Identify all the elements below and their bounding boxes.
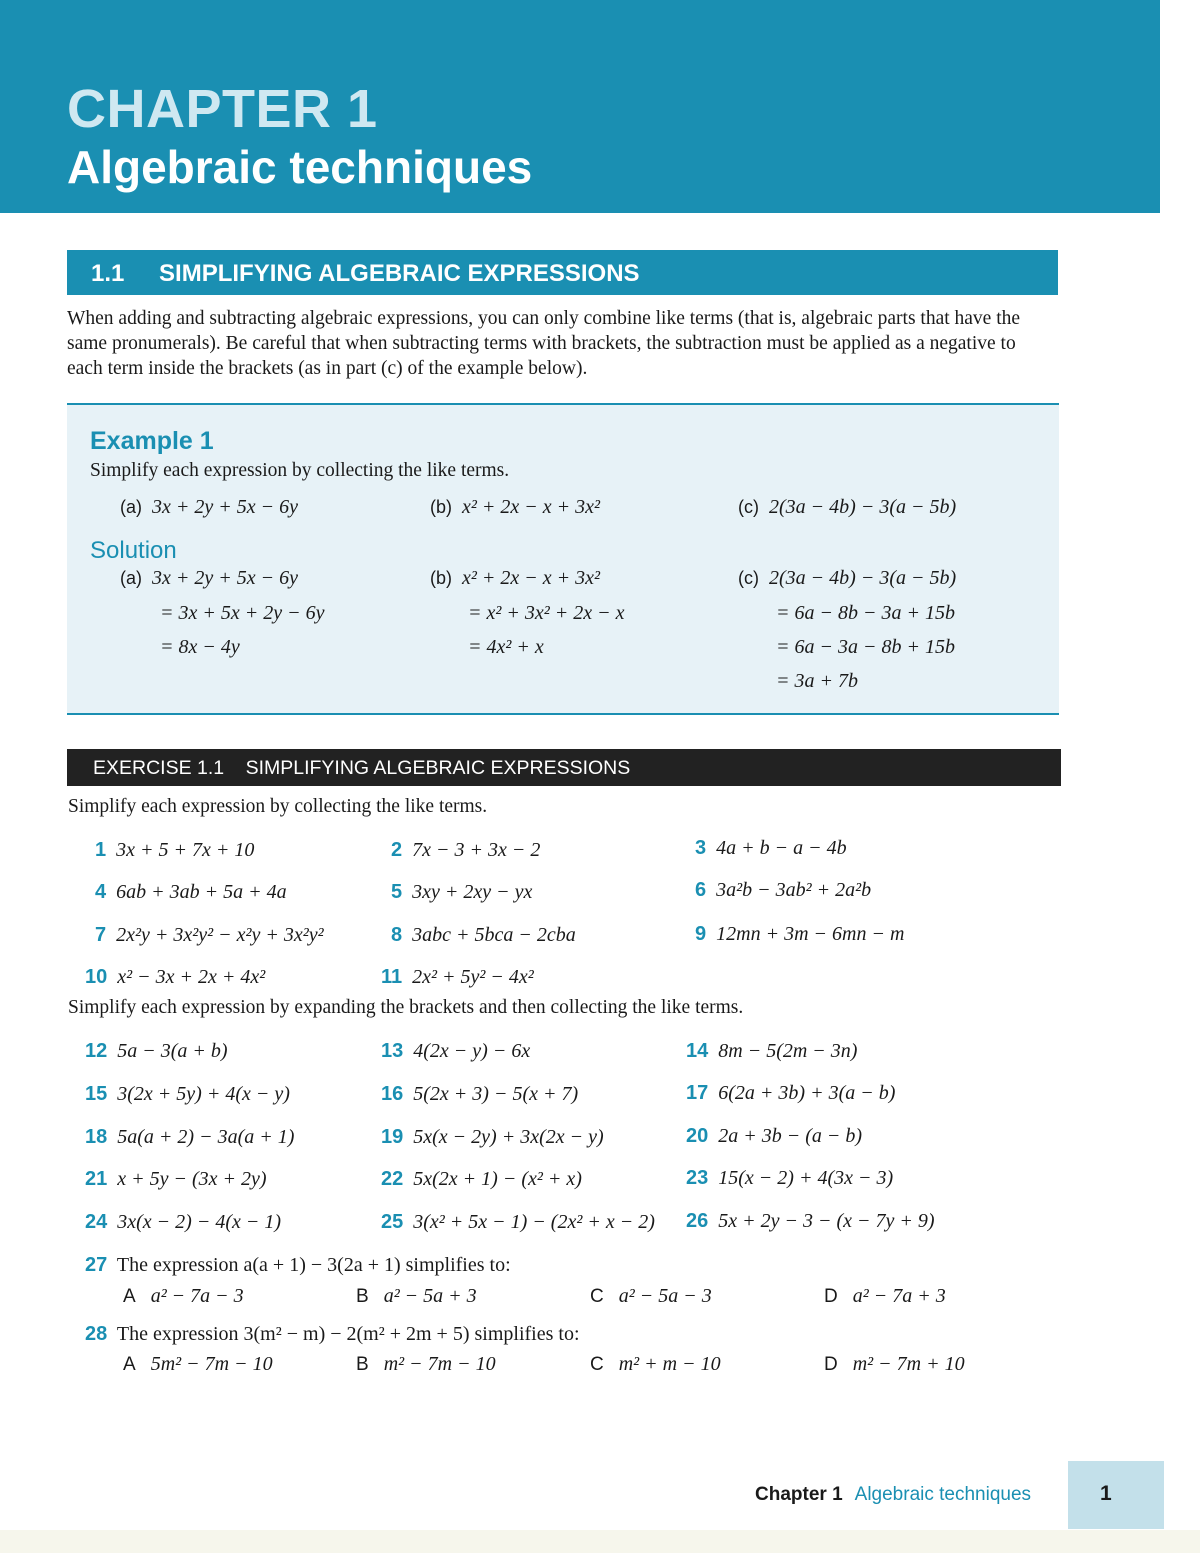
question-expr: 5x(x − 2y) + 3x(2x − y) [413, 1126, 604, 1148]
question-number: 18 [85, 1126, 108, 1148]
solution-b-line-3: = 4x² + x [468, 636, 544, 658]
solution-a-line-3: = 8x − 4y [160, 636, 240, 658]
question-28-option-d [824, 1353, 965, 1376]
exercise-label: EXERCISE 1.1 [93, 757, 225, 779]
question-expr: 7x − 3 + 3x − 2 [412, 839, 541, 861]
question-expr: 2x²y + 3x²y² − x²y + 3x²y² [116, 924, 324, 946]
question-2 [391, 839, 540, 862]
question-expr: 3a²b − 3ab² + 2a²b [716, 879, 872, 901]
question-18 [85, 1126, 294, 1149]
example-instruction: Simplify each expression by collecting the like terms. [90, 460, 510, 481]
question-number: 24 [85, 1211, 108, 1233]
question-28-option-c [590, 1353, 721, 1376]
option-letter: B [356, 1286, 369, 1307]
exercise-instruction-2: Simplify each expression by expanding the brackets and then collecting the like terms. [68, 997, 744, 1018]
question-expr: 6ab + 3ab + 5a + 4a [116, 881, 287, 903]
question-expr: 2a + 3b − (a − b) [718, 1125, 863, 1147]
question-7 [95, 924, 324, 947]
solution-c-line-1 [738, 567, 956, 590]
question-4 [95, 881, 287, 904]
solution-expr: 3x + 2y + 5x − 6y [152, 567, 298, 589]
question-expr: 3x(x − 2) − 4(x − 1) [117, 1211, 282, 1233]
option-letter: D [824, 1286, 838, 1307]
question-5 [391, 881, 532, 904]
part-label: (b) [430, 497, 452, 517]
solution-b-line-2: = x² + 3x² + 2x − x [468, 602, 625, 624]
solution-a-line-2: = 3x + 5x + 2y − 6y [160, 602, 325, 624]
question-number: 6 [695, 879, 707, 901]
part-label: (c) [738, 568, 759, 588]
part-label: (b) [430, 568, 452, 588]
part-expr: x² + 2x − x + 3x² [462, 496, 600, 518]
question-number: 9 [695, 923, 707, 945]
intro-paragraph: When adding and subtracting algebraic expressions, you can only combine like terms (that is, algebraic parts that have the same pronumerals). Be careful that when subtracting terms with brackets, the subtraction must be applied as a negative to each term inside the brackets (as in part (c) of the example below). [67, 308, 1021, 379]
question-expr: 4a + b − a − 4b [716, 837, 847, 859]
option-value: m² + m − 10 [618, 1353, 721, 1375]
question-number: 13 [381, 1040, 404, 1062]
example-part-c [738, 496, 956, 519]
page-bottom-edge [0, 1530, 1200, 1553]
page-number-tab [1068, 1461, 1164, 1529]
question-number: 11 [381, 966, 403, 988]
solution-heading: Solution [90, 537, 177, 564]
question-number: 8 [391, 924, 403, 946]
question-expr: 5a − 3(a + b) [117, 1040, 228, 1062]
question-number: 26 [686, 1210, 709, 1232]
question-number: 4 [95, 881, 107, 903]
question-number: 22 [381, 1168, 404, 1190]
footer-chapter: Chapter 1 [755, 1484, 843, 1505]
question-12 [85, 1040, 228, 1063]
question-expr: 5x(2x + 1) − (x² + x) [413, 1168, 582, 1190]
question-1 [95, 839, 254, 862]
question-number: 5 [391, 881, 403, 903]
question-expr: 5(2x + 3) − 5(x + 7) [413, 1083, 579, 1105]
question-6 [695, 879, 871, 902]
question-number: 27 [85, 1254, 108, 1276]
question-expr: x² − 3x + 2x + 4x² [117, 966, 266, 988]
question-23 [686, 1167, 893, 1190]
option-letter: C [590, 1286, 604, 1307]
question-number: 25 [381, 1211, 404, 1233]
question-expr: 12mn + 3m − 6mn − m [716, 923, 905, 945]
question-expr: 3xy + 2xy − yx [412, 881, 533, 903]
question-26 [686, 1210, 935, 1233]
question-24 [85, 1211, 281, 1234]
question-number: 3 [695, 837, 707, 859]
option-value: 5m² − 7m − 10 [150, 1353, 273, 1375]
question-number: 12 [85, 1040, 108, 1062]
question-stem: The expression 3(m² − m) − 2(m² + 2m + 5) simplifies to: [116, 1323, 580, 1345]
question-22 [381, 1168, 582, 1191]
question-14 [686, 1040, 857, 1063]
question-11 [381, 966, 534, 989]
question-16 [381, 1083, 578, 1106]
question-expr: 15(x − 2) + 4(3x − 3) [718, 1167, 894, 1189]
part-expr: 2(3a − 4b) − 3(a − 5b) [769, 496, 957, 518]
question-27-option-c [590, 1285, 712, 1308]
question-28-stem [85, 1323, 580, 1346]
question-number: 21 [85, 1168, 108, 1190]
question-expr: 4(2x − y) − 6x [413, 1040, 531, 1062]
example-box [67, 403, 1059, 715]
question-number: 28 [85, 1323, 108, 1345]
solution-c-line-2: = 6a − 8b − 3a + 15b [776, 602, 955, 624]
page-number: 1 [1100, 1482, 1112, 1505]
question-number: 7 [95, 924, 107, 946]
question-27-option-b [356, 1285, 477, 1308]
footer-title: Algebraic techniques [854, 1484, 1032, 1505]
example-heading: Example 1 [90, 427, 214, 455]
question-27-option-d [824, 1285, 946, 1308]
question-expr: 3(x² + 5x − 1) − (2x² + x − 2) [413, 1211, 655, 1233]
question-number: 23 [686, 1167, 709, 1189]
chapter-title: Algebraic techniques [67, 141, 533, 193]
section-title: SIMPLIFYING ALGEBRAIC EXPRESSIONS [159, 260, 640, 287]
solution-c-line-3: = 6a − 3a − 8b + 15b [776, 636, 955, 658]
question-number: 15 [85, 1083, 108, 1105]
question-8 [391, 924, 576, 947]
part-label: (a) [120, 497, 142, 517]
question-28-option-b [356, 1353, 496, 1376]
question-25 [381, 1211, 655, 1234]
option-value: a² − 5a − 3 [618, 1285, 712, 1307]
part-label: (c) [738, 497, 759, 517]
question-9 [695, 923, 904, 946]
question-19 [381, 1126, 604, 1149]
part-expr: 3x + 2y + 5x − 6y [152, 496, 298, 518]
question-13 [381, 1040, 530, 1063]
chapter-label: CHAPTER 1 [67, 79, 378, 139]
question-expr: 3(2x + 5y) + 4(x − y) [117, 1083, 290, 1105]
exercise-title: SIMPLIFYING ALGEBRAIC EXPRESSIONS [245, 757, 631, 779]
option-letter: D [824, 1354, 838, 1375]
example-part-a [120, 496, 298, 519]
option-value: m² − 7m − 10 [383, 1353, 496, 1375]
question-expr: 3x + 5 + 7x + 10 [116, 839, 255, 861]
question-expr: 5x + 2y − 3 − (x − 7y + 9) [718, 1210, 935, 1232]
question-stem: The expression a(a + 1) − 3(2a + 1) simplifies to: [116, 1254, 511, 1276]
option-letter: B [356, 1354, 369, 1375]
solution-c-line-4: = 3a + 7b [776, 670, 858, 692]
question-number: 16 [381, 1083, 404, 1105]
question-expr: 5a(a + 2) − 3a(a + 1) [117, 1126, 295, 1148]
question-15 [85, 1083, 290, 1106]
option-value: a² − 5a + 3 [383, 1285, 477, 1307]
question-27-stem [85, 1254, 511, 1277]
question-3 [695, 837, 847, 860]
question-20 [686, 1125, 862, 1148]
option-value: m² − 7m + 10 [852, 1353, 965, 1375]
option-value: a² − 7a + 3 [852, 1285, 946, 1307]
option-letter: A [123, 1354, 136, 1375]
question-17 [686, 1082, 895, 1105]
exercise-instruction-1: Simplify each expression by collecting the like terms. [68, 796, 488, 817]
question-number: 19 [381, 1126, 404, 1148]
question-expr: 3abc + 5bca − 2cba [412, 924, 576, 946]
solution-b-line-1 [430, 567, 600, 590]
part-label: (a) [120, 568, 142, 588]
section-heading [67, 250, 1058, 295]
question-27-option-a [123, 1285, 244, 1308]
section-number: 1.1 [91, 260, 125, 287]
question-28-option-a [123, 1353, 273, 1376]
exercise-heading [67, 749, 1061, 786]
option-value: a² − 7a − 3 [150, 1285, 244, 1307]
option-letter: A [123, 1286, 136, 1307]
question-number: 14 [686, 1040, 709, 1062]
running-footer [755, 1484, 1031, 1506]
question-number: 20 [686, 1125, 709, 1147]
question-number: 1 [95, 839, 107, 861]
example-part-b [430, 496, 600, 519]
question-21 [85, 1168, 267, 1191]
question-expr: 2x² + 5y² − 4x² [412, 966, 534, 988]
question-number: 17 [686, 1082, 709, 1104]
question-10 [85, 966, 265, 989]
question-number: 2 [391, 839, 403, 861]
question-expr: 8m − 5(2m − 3n) [718, 1040, 858, 1062]
question-expr: 6(2a + 3b) + 3(a − b) [718, 1082, 896, 1104]
question-number: 10 [85, 966, 108, 988]
solution-expr: 2(3a − 4b) − 3(a − 5b) [769, 567, 957, 589]
solution-a-line-1 [120, 567, 298, 590]
option-letter: C [590, 1354, 604, 1375]
question-expr: x + 5y − (3x + 2y) [117, 1168, 267, 1190]
solution-expr: x² + 2x − x + 3x² [462, 567, 600, 589]
